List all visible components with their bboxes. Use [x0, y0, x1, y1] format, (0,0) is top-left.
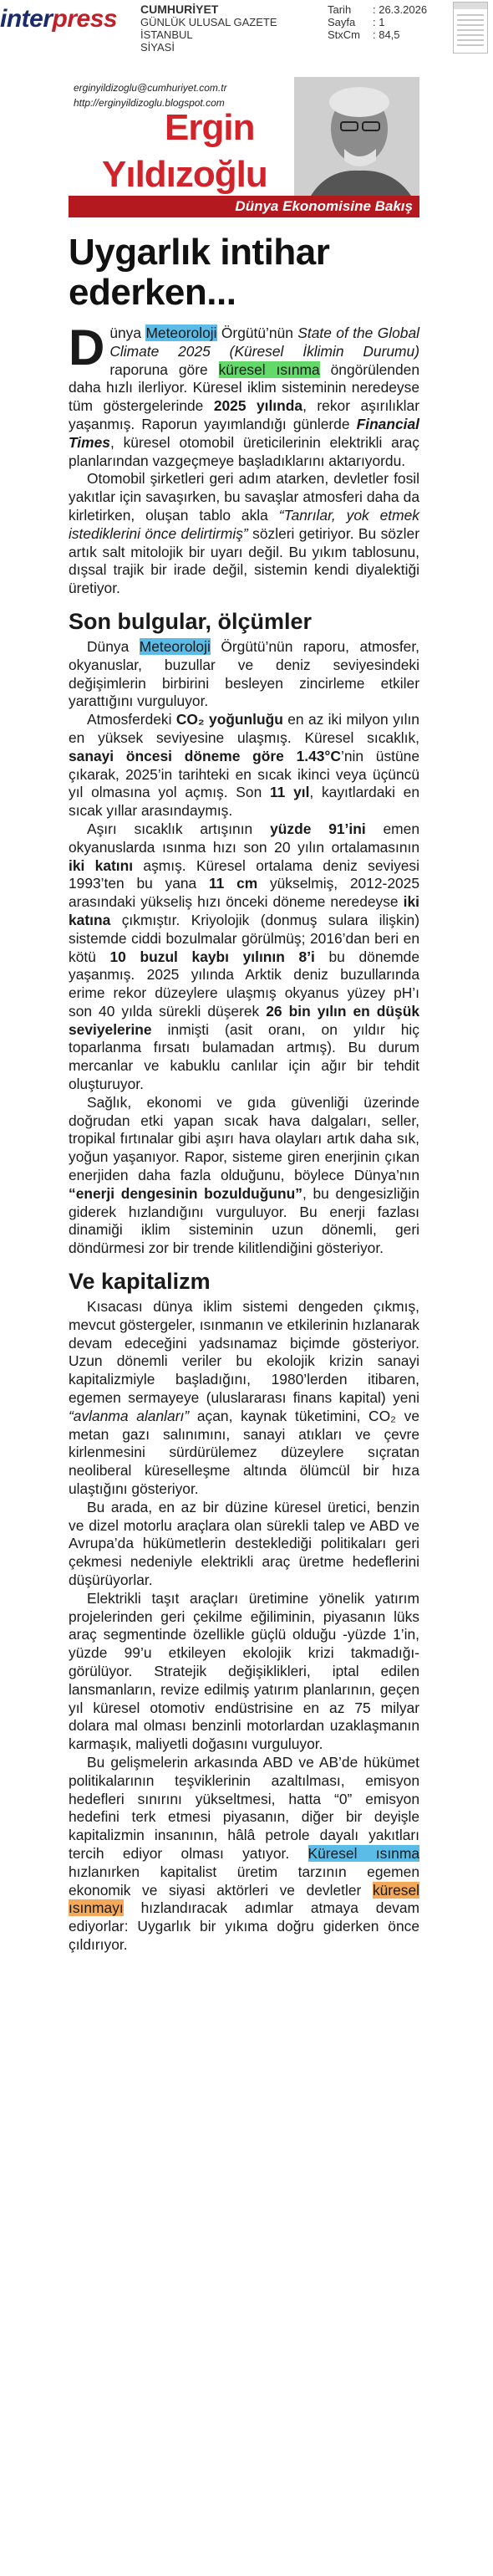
publication-section: SİYASİ [140, 41, 175, 54]
meta-value: : 84,5 [373, 28, 400, 41]
article-title: Uygarlık intihar ederken... [69, 232, 330, 313]
author-first-name: Ergin [165, 107, 255, 148]
interpress-logo: interpress [0, 5, 118, 33]
author-email: erginyildizoglu@cumhuriyet.com.tr [74, 82, 227, 94]
clipping-meta [328, 3, 427, 41]
article-clipping [69, 77, 419, 2569]
meta-key: StxCm [328, 28, 360, 41]
author-blog: http://erginyildizoglu.blogspot.com [74, 97, 225, 109]
publication-name: CUMHURİYET [140, 3, 219, 16]
article-body: Dünya Meteoroloji Örgütü’nün State of the Global Climate 2025 (Küresel İklimin Durumu) raporuna göre küresel ısınma öngörülenden daha hızlı ilerliyor. Küresel iklim sisteminin neredeyse tüm göstergelerinde 2025 yılında, rekor aşırılıklar yaşanmış. Raporun yayımlandığı günlerde Financial Times, küresel otomobil üreticilerinin elektrikli araç planlarından vazgeçmeye başladıklarını aktarıyordu. Otomobil şirketleri geri adım atarken, devletler fosil yakıtlar için savaşırken, bu savaşlar atmosferi daha da kirletirken, oluşan tablo akla “Tanrılar, yok etmek istediklerini önce delirtirmiş” sözleri getiriyor. Bu sözler artık salt mitolojik bir uyarı değil. Bu yıkım tablosunu, dışsal trajik bir irade değil, sistemin kendi diyalektiği üretiyor. Son bulgular, ölçümler Dünya Meteoroloji Örgütü’nün raporu, atmosfer, okyanuslar, buzullar ve deniz seviyesindeki değişimlerin birbirini besleyen zincirleme etkiler yarattığını vurguluyor. Atmosferdeki CO₂ yoğunluğu en az iki milyon yılın en yüksek seviyesine ulaşmış. Küresel sıcaklık, sanayi öncesi döneme göre 1.43°C’nin üstüne çıkarak, 2025’in tarihteki en sıcak ikinci veya üçüncü yıl olmasına yol açmış. Son 11 yıl, kayıtlardaki en sıcak yıllar arasındaymış. Aşırı sıcaklık artışının yüzde 91’ini emen okyanuslarda ısınma hızı son 20 yılın ortalamasının iki katını aşmış. Küresel ortalama deniz seviyesi 1993’ten bu yana 11 cm yükselmiş, 2012-2025 arasındaki yükseliş hızı önceki döneme neredeyse iki katına çıkmıştır. Kriyolojik (donmuş sulara ilişkin) sistemde ciddi bozulmalar görülmüş; 2016’dan beri en kötü 10 buzul kaybı yılının 8’i bu dönemde yaşanmış. 2025 yılında Arktik deniz buzullarında erime rekor düzeylere ulaşmış okyanus yüzey pH’ı son 40 yılda sürekli düşerek 26 bin yılın en düşük seviyelerine inmişti (asit oranı, on yıldır hiç toparlanma fırsatı bulamadan artmış). Bu durum mercanlar ve kabuklu canlılar için ağır bir tehdit oluşturuyor. Sağlık, ekonomi ve gıda güvenliği üzerinde doğrudan etki yapan sıcak hava dalgaları, seller, tropikal fırtınalar gibi aşırı hava olayları artık daha sık, yoğun yaşanıyor. Rapor, sisteme giren enerjinin çıkan enerjiden daha fazla olduğunu, böylece Dünya’nın “enerji dengesinin bozulduğunu”, bu dengesizliğin giderek hızlandığını vurguluyor. Bu enerji fazlası dinamiği iklim sisteminin uzun dönemli, geri döndürmesi zor bir trende kilitlendiğini gösteriyor. Ve kapitalizm Kısacası dünya iklim sistemi dengeden çıkmış, mevcut göstergeler, ısınmanın ve etkilerinin hızlanarak devam edeceğini yadsınamaz biçimde gösteriyor. Uzun dönemli veriler bu ekolojik krizin sanayi kapitalizmiyle başladığını, 1980’lerden itibaren, egemen sermayeye (uluslararası finans kapital) yeni “avlanma alanları” açan, kaynak tüketimini, CO₂ ve metan gazı salınımını, sanayi atıkları ve çevre kirlenmesini sürdürülemez düzeylere sıçratan neoliberal küreselleşme altında ölümcül bir hıza ulaştığını gösteriyor. Bu arada, en az bir düzine küresel üretici, benzin ve dizel motorlu araçlara olan sürekli talep ve ABD ve Avrupa’da hükümetlerin desteklediği politikaları geri çekmesi nedeniyle elektrikli araç üretme hedeflerini düşürüyorlar. Elektrikli taşıt araçları üretimine yönelik yatırım projelerinden geri çekilme eğiliminin, piyasanın lüks araç segmentinde özellikle güçlü olduğu -yüzde 1’in, yüzde 99’u etkileyen ekolojik krizi takmadığı- görülüyor. Stratejik değişiklikleri, iptal edilen lansmanların, revize edilmiş yatırım planlarının, geçen yıl küresel otomotiv endüstrisine en az 75 milyar dolara mal olması benzinli motorlardan uzaklaşmanın karmaşık, maliyetli doğasını vurguluyor. Bu gelişmelerin arkasında ABD ve AB’de hükümet politikalarının teşviklerinin azaltılması, emisyon hedefleri sınırını yükseltmesi, hatta “0” emisyon hedefini terk etmesi piyasanın, diğer bir deyişle kapitalizmin insanının, hâlâ petrole dayalı yakıtları tercih ediyor olması yatıyor. Küresel ısınma hızlanırken kapitalist üretim tarzının egemen ekonomik ve siyasi aktörleri ve devletler küresel ısınmayı hızlandıracak adımlar atmaya devam ediyorlar: Uygarlık bir yıkıma doğru giderken önce çıldırıyor. [69, 319, 420, 1953]
author-last-name: Yıldızoğlu [102, 154, 267, 195]
meta-value: : 1 [373, 16, 385, 28]
dropcap: D [69, 319, 105, 376]
author-banner [69, 77, 419, 217]
publication-info [140, 3, 277, 54]
subheading-findings: Son bulgular, ölçümler [69, 608, 313, 634]
meta-value: : 26.3.2026 [373, 3, 428, 16]
meta-key: Tarih [328, 3, 352, 16]
clipping-header [0, 0, 493, 60]
author-photo [294, 77, 419, 196]
meta-key: Sayfa [328, 16, 356, 28]
publication-type: GÜNLÜK ULUSAL GAZETE [140, 16, 277, 28]
publication-city: İSTANBUL [140, 28, 193, 41]
page-thumbnail[interactable] [453, 2, 488, 54]
subheading-capitalism: Ve kapitalizm [69, 1269, 211, 1295]
column-name: Dünya Ekonomisine Bakış [69, 196, 419, 217]
